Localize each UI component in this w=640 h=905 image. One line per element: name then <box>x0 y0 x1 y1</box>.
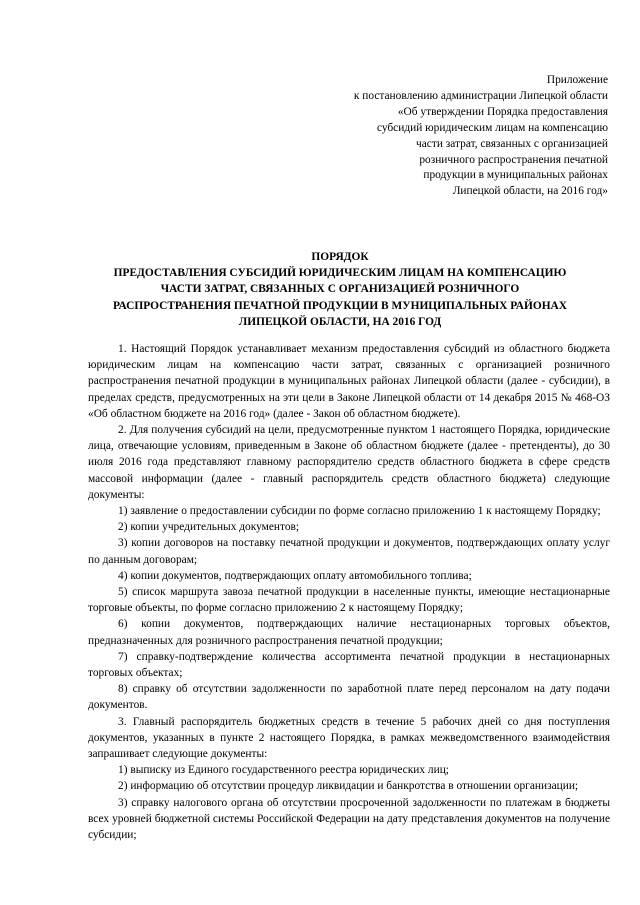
list-item: 3) справку налогового органа об отсутствии просроченной задолженности по платежам в бюджеты всех уровней бюджетной системы Российской Федерации на дату представления документов на получение субсидии; <box>88 796 610 842</box>
list-item: 7) справку-подтверждение количества ассортимента печатной продукции в нестационарных торговых объектах; <box>88 650 610 680</box>
appendix-line: «Об утверждении Порядка предоставления <box>397 105 608 118</box>
list-item: 1) выписку из Единого государственного реестра юридических лиц; <box>118 764 449 777</box>
appendix-header <box>288 73 608 200</box>
document-title <box>70 249 610 330</box>
appendix-line: продукции в муниципальных районах <box>423 169 608 182</box>
paragraph-clause-2: 2. Для получения субсидий на цели, предусмотренные пунктом 1 настоящего Порядка, юридические лица, отвечающие условиям, приведенным в Законе об областном бюджете (далее - претенденты), до 30 июля 2016 года представляют главному распорядителю средств областного бюджета в сфере средств массовой информации (далее - главный распорядитель средств областного бюджета) следующие документы: <box>88 424 610 501</box>
appendix-line: субсидий юридическим лицам на компенсацию <box>376 121 608 134</box>
title-line: ЧАСТИ ЗАТРАТ, СВЯЗАННЫХ С ОРГАНИЗАЦИЕЙ РОЗНИЧНОГО <box>160 283 520 296</box>
list-item: 2) информацию об отсутствии процедур ликвидации и банкротства в отношении организации; <box>118 780 579 793</box>
document-body <box>88 341 610 843</box>
list-item: 5) список маршрута завоза печатной продукции в населенные пункты, имеющие нестационарные торговые объекты, по форме согласно приложению 2 к настоящему Порядку; <box>88 586 610 615</box>
list-item: 8) справку об отсутствии задолженности по заработной плате перед персоналом на дату подачи документов. <box>88 683 610 712</box>
title-line: ПОРЯДОК <box>311 251 369 263</box>
title-line: ПРЕДОСТАВЛЕНИЯ СУБСИДИЙ ЮРИДИЧЕСКИМ ЛИЦАМ НА КОМПЕНСАЦИЮ <box>113 267 567 280</box>
paragraph-clause-3: 3. Главный распорядитель бюджетных средств в течение 5 рабочих дней со дня поступления документов, указанных в пункте 2 настоящего Порядка, в рамках межведомственного взаимодействия запрашивает следующие документы: <box>88 715 610 761</box>
title-line: РАСПРОСТРАНЕНИЯ ПЕЧАТНОЙ ПРОДУКЦИИ В МУНИЦИПАЛЬНЫХ РАЙОНАХ <box>112 299 568 312</box>
list-item: 2) копии учредительных документов; <box>118 521 300 534</box>
appendix-line: Приложение <box>546 74 608 86</box>
appendix-line: розничного распространения печатной <box>419 153 608 166</box>
appendix-line: Липецкой области, на 2016 год» <box>452 185 608 198</box>
appendix-line: части затрат, связанных с организацией <box>416 137 608 150</box>
list-item: 1) заявление о предоставлении субсидии по форме согласно приложению 1 к настоящему Порядку; <box>118 505 601 518</box>
list-item: 6) копии документов, подтверждающих наличие нестационарных торговых объектов, предназначенных для розничного распространения печатной продукции; <box>88 618 610 647</box>
appendix-line: к постановлению администрации Липецкой области <box>353 89 608 102</box>
list-item: 3) копии договоров на поставку печатной продукции и документов, подтверждающих оплату услуг по данным договорам; <box>88 537 610 566</box>
paragraph-clause-1: 1. Настоящий Порядок устанавливает механизм предоставления субсидий из областного бюджета юридическим лицам на компенсацию части затрат, связанных с организацией розничного распространения печатной продукции в муниципальных районах Липецкой области (далее - субсидии), в пределах средств, предусмотренных на эти цели в Законе Липецкой области от 14 декабря 2015 № 468-ОЗ «Об областном бюджете на 2016 год» (далее - Закон об областном бюджете). <box>88 343 610 420</box>
list-item: 4) копии документов, подтверждающих оплату автомобильного топлива; <box>118 569 472 582</box>
title-line: ЛИПЕЦКОЙ ОБЛАСТИ, НА 2016 ГОД <box>238 315 442 328</box>
